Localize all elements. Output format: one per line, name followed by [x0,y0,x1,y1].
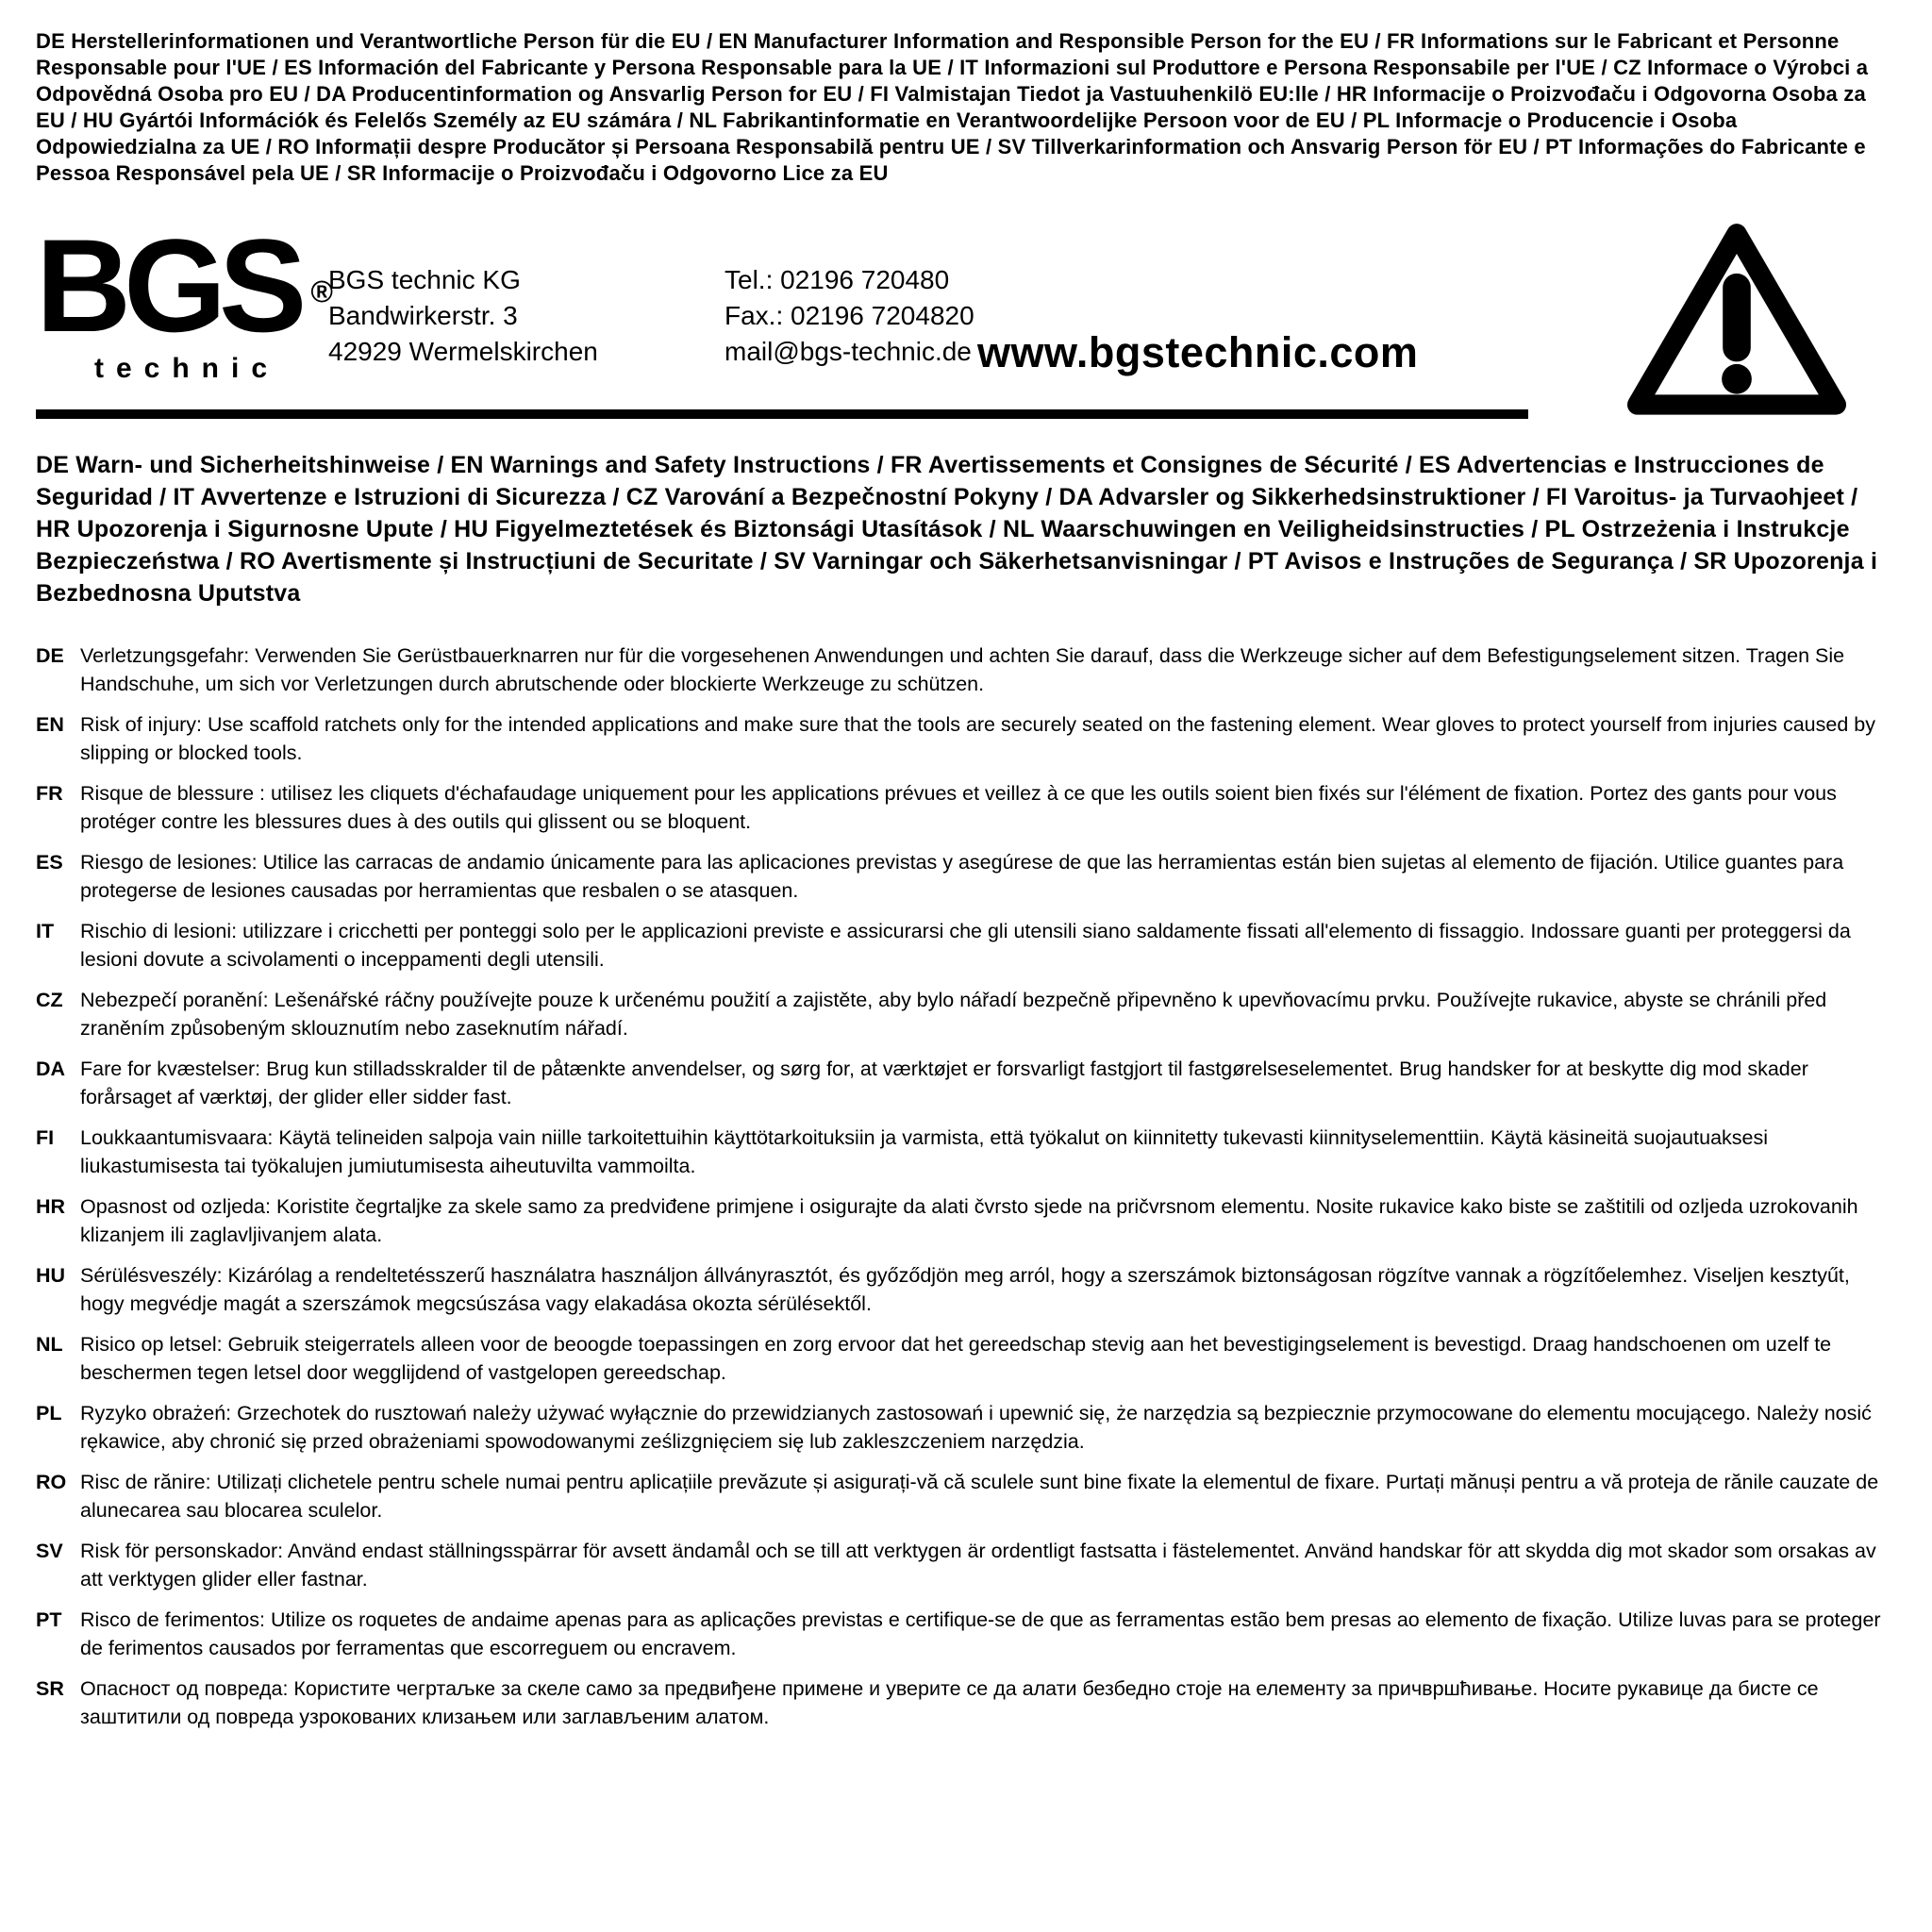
warning-lang: EN [36,713,64,736]
warning-lang: HU [36,1264,66,1287]
warning-text: Risco de ferimentos: Utilize os roquetes de andaime apenas para as aplicações previstas e certifique-se de que as ferramentas estão bem presas ao elemento de fixação. Utilize luvas para se proteger de ferimentos causados por ferramentas que escorreguem ou encravem. [80,1608,1881,1659]
company-street: Bandwirkerstr. 3 [328,301,518,330]
manufacturer-info-header: DE Herstellerinformationen und Verantwortliche Person für die EU / EN Manufacturer Information and Responsible Person for the EU / FR Informations sur le Fabricant et Personne Responsable pour l'UE / ES Información del Fabricante y Persona Responsable para la UE / IT Informazioni sul Produttore e Persona Responsabile per l'UE / CZ Informace o Výrobci a Odpovědná Osoba pro EU / DA Producentinformation og Ansvarlig Person for EU / FI Valmistajan Tiedot ja Vastuuhenkilö EU:lle / HR Informacije o Proizvođaču i Odgovorna Osoba za EU / HU Gyártói Információk és Felelős Személy az EU számára / NL Fabrikantinformatie en Verantwoordelijke Persoon voor de EU / PL Informacje o Producencie i Osoba Odpowiedzialna za UE / RO Informații despre Producător și Persoana Responsabilă pentru UE / SV Tillverkarinformation och Ansvarig Person för EU / PT Informações do Fabricante e Pessoa Responsável pela UE / SR Informacije o Proizvođaču i Odgovorno Lice za EU [36,29,1869,185]
warning-item [36,641,1894,698]
warning-text: Riesgo de lesiones: Utilice las carracas de andamio únicamente para las aplicaciones previstas y asegúrese de que las herramientas están bien sujetas al elemento de fijación. Utilice guantes para protegerse de lesiones causadas por herramientas que resbalen o se atasquen. [80,851,1844,902]
warning-item [36,1537,1894,1593]
warning-item [36,1192,1894,1249]
warning-item [36,1606,1894,1662]
bgs-logo [36,211,333,385]
registered-trademark-icon: ® [310,275,333,308]
warning-text: Risk of injury: Use scaffold ratchets only for the intended applications and make sure that the tools are securely seated on the fastening element. Wear gloves to protect yourself from injuries caused by slipping or blocked tools. [80,713,1875,764]
warning-text: Risico op letsel: Gebruik steigerratels alleen voor de beoogde toepassingen en zorg ervoor dat het gereedschap stevig aan het bevestigingselement is bevestigd. Draag handschoenen om uzelf te beschermen tegen letsel door wegglijdend of vastgelopen gereedschap. [80,1333,1832,1384]
warning-text: Risc de rănire: Utilizați clichetele pentru schele numai pentru aplicațiile prevăzute și asigurați-vă că sculele sunt bine fixate la elementul de fixare. Purtați mănuși pentru a vă proteja de rănile cauzate de alunecarea sau blocarea sculelor. [80,1471,1879,1522]
bgs-logo-subtext: technic [94,353,280,384]
warning-text: Опасност од повреда: Користите чегртаљке за скеле само за предвиђене примене и уверите се да алати безбедно стоје на елементу за причвршћивање. Носите рукавице да бисте се заштитили од повреда узрокованих клизањем или заглављеним алатом. [80,1677,1819,1728]
warning-text: Sérülésveszély: Kizárólag a rendeltetésszerű használatra használjon állványrasztót, és győződjön meg arról, hogy a szerszámok biztonságosan rögzítve vannak a rögzítőelemhez. Viseljen kesztyűt, hogy megvédje magát a szerszámok megcsúszása vagy elakadása okozta sérülésektől. [80,1264,1850,1315]
warning-text: Opasnost od ozljeda: Koristite čegrtaljke za skele samo za predviđene primjene i osigurajte da alati čvrsto sjede na pričvrsnom elementu. Nosite rukavice kako biste se zaštitili od ozljeda uzrokovanih klizanjem ili zaglavljivanjem alata. [80,1195,1858,1246]
brand-row [36,211,1894,402]
warning-item [36,986,1894,1042]
warning-text: Nebezpečí poranění: Lešenářské ráčny používejte pouze k určenému použití a zajistěte, aby bylo nářadí bezpečně připevněno k upevňovacímu prvku. Používejte rukavice, abyste se chránili před zraněním způsobeným sklouznutím nebo zaseknutím nářadí. [80,989,1827,1040]
warning-lang: CZ [36,989,63,1011]
warning-text: Rischio di lesioni: utilizzare i cricchetti per ponteggi solo per le applicazioni previste e assicurarsi che gli utensili siano saldamente fissati all'elemento di fissaggio. Indossare guanti per proteggersi da lesioni dovute a scivolamenti o inceppamenti degli utensili. [80,920,1851,971]
warning-text: Verletzungsgefahr: Verwenden Sie Gerüstbauerknarren nur für die vorgesehenen Anwendungen und achten Sie darauf, dass die Werkzeuge sicher auf dem Befestigungselement sitzen. Tragen Sie Handschuhe, um sich vor Verletzungen durch abrutschende oder blockierte Werkzeuge zu schützen. [80,644,1845,695]
company-phone: Tel.: 02196 720480 [724,265,950,294]
warning-lang: IT [36,920,55,942]
warning-text: Loukkaantumisvaara: Käytä telineiden salpoja vain niille tarkoitettuihin käyttötarkoituksiin ja varmista, että työkalut on kiinnitetty tukevasti kiinnityselementtiin. Käytä käsineitä suojautuaksesi liukastumisesta tai työkalujen jumiutumisesta aiheutuvilta vammoilta. [80,1126,1769,1177]
warning-item [36,779,1894,836]
company-fax: Fax.: 02196 7204820 [724,301,974,330]
warning-triangle-icon [1624,223,1849,422]
warning-item [36,1330,1894,1387]
warning-text: Risk för personskador: Använd endast ställningsspärrar för avsett ändamål och se till att verktygen är ordentligt fastsatta i fästelementet. Använd handskar för att skydda dig mot skador som orsakas av att verktygen glider eller fastnar. [80,1540,1876,1591]
warning-lang: HR [36,1195,66,1218]
divider-rule [36,409,1528,419]
warning-item [36,1674,1894,1731]
company-name: BGS technic KG [328,265,521,294]
warning-lang: DA [36,1058,66,1080]
bgs-logo-text: BGS [36,211,300,359]
company-contact-block [724,262,977,370]
warning-item [36,1055,1894,1111]
warning-item [36,1124,1894,1180]
company-email: mail@bgs-technic.de [724,337,972,366]
warnings-list [36,641,1894,1731]
warning-lang: FR [36,782,63,805]
warning-text: Ryzyko obrażeń: Grzechotek do rusztowań należy używać wyłącznie do przewidzianych zastosowań i upewnić się, że narzędzia są bezpiecznie przymocowane do elementu mocującego. Należy nosić rękawice, aby chronić się przed obrażeniami spowodowanymi ześlizgnięciem się lub zakleszczeniem narzędzia. [80,1402,1872,1453]
warning-item [36,710,1894,767]
bgs-logo-wordmark [36,211,333,359]
warning-item [36,1261,1894,1318]
company-website: www.bgstechnic.com [977,328,1419,376]
company-city: 42929 Wermelskirchen [328,337,598,366]
warning-text: Risque de blessure : utilisez les cliquets d'échafaudage uniquement pour les applications prévues et veillez à ce que les outils soient bien fixés sur l'élément de fixation. Portez des gants pour vous protéger contre les blessures dues à des outils qui glissent ou se bloquent. [80,782,1837,833]
company-address-block [328,262,630,370]
safety-instructions-header: DE Warn- und Sicherheitshinweise / EN Warnings and Safety Instructions / FR Avertissements et Consignes de Sécurité / ES Advertencias e Instrucciones de Seguridad / IT Avvertenze e Istruzioni di Sicurezza / CZ Varování a Bezpečnostní Pokyny / DA Advarsler og Sikkerhedsinstruktioner / FI Varoitus- ja Turvaohjeet / HR Upozorenja i Sigurnosne Upute / HU Figyelmeztetések és Biztonsági Utasítások / NL Waarschuwingen en Veiligheidsinstructies / PL Ostrzeżenia i Instrukcje Bezpieczeństwa / RO Avertismente și Instrucțiuni de Securitate / SV Varningar och Säkerhetsanvisningar / PT Avisos e Instruções de Segurança / SR Upozorenja i Bezbednosna Uputstva [36,452,1878,607]
warning-item [36,848,1894,905]
warning-lang: ES [36,851,63,874]
warning-lang: NL [36,1333,63,1356]
warning-item [36,1399,1894,1456]
warning-lang: FI [36,1126,55,1149]
warning-lang: PT [36,1608,62,1631]
warning-item [36,1468,1894,1524]
warning-lang: PL [36,1402,62,1424]
warning-lang: SR [36,1677,64,1700]
warning-lang: SV [36,1540,63,1562]
warning-lang: RO [36,1471,67,1493]
warning-lang: DE [36,644,64,667]
warning-text: Fare for kvæstelser: Brug kun stilladsskralder til de påtænkte anvendelser, og sørg for, at værktøjet er forsvarligt fastgjort til fastgørelseselementet. Brug handsker for at beskytte dig mod skader forårsaget af værktøj, der glider eller sidder fast. [80,1058,1808,1108]
warning-item [36,917,1894,974]
